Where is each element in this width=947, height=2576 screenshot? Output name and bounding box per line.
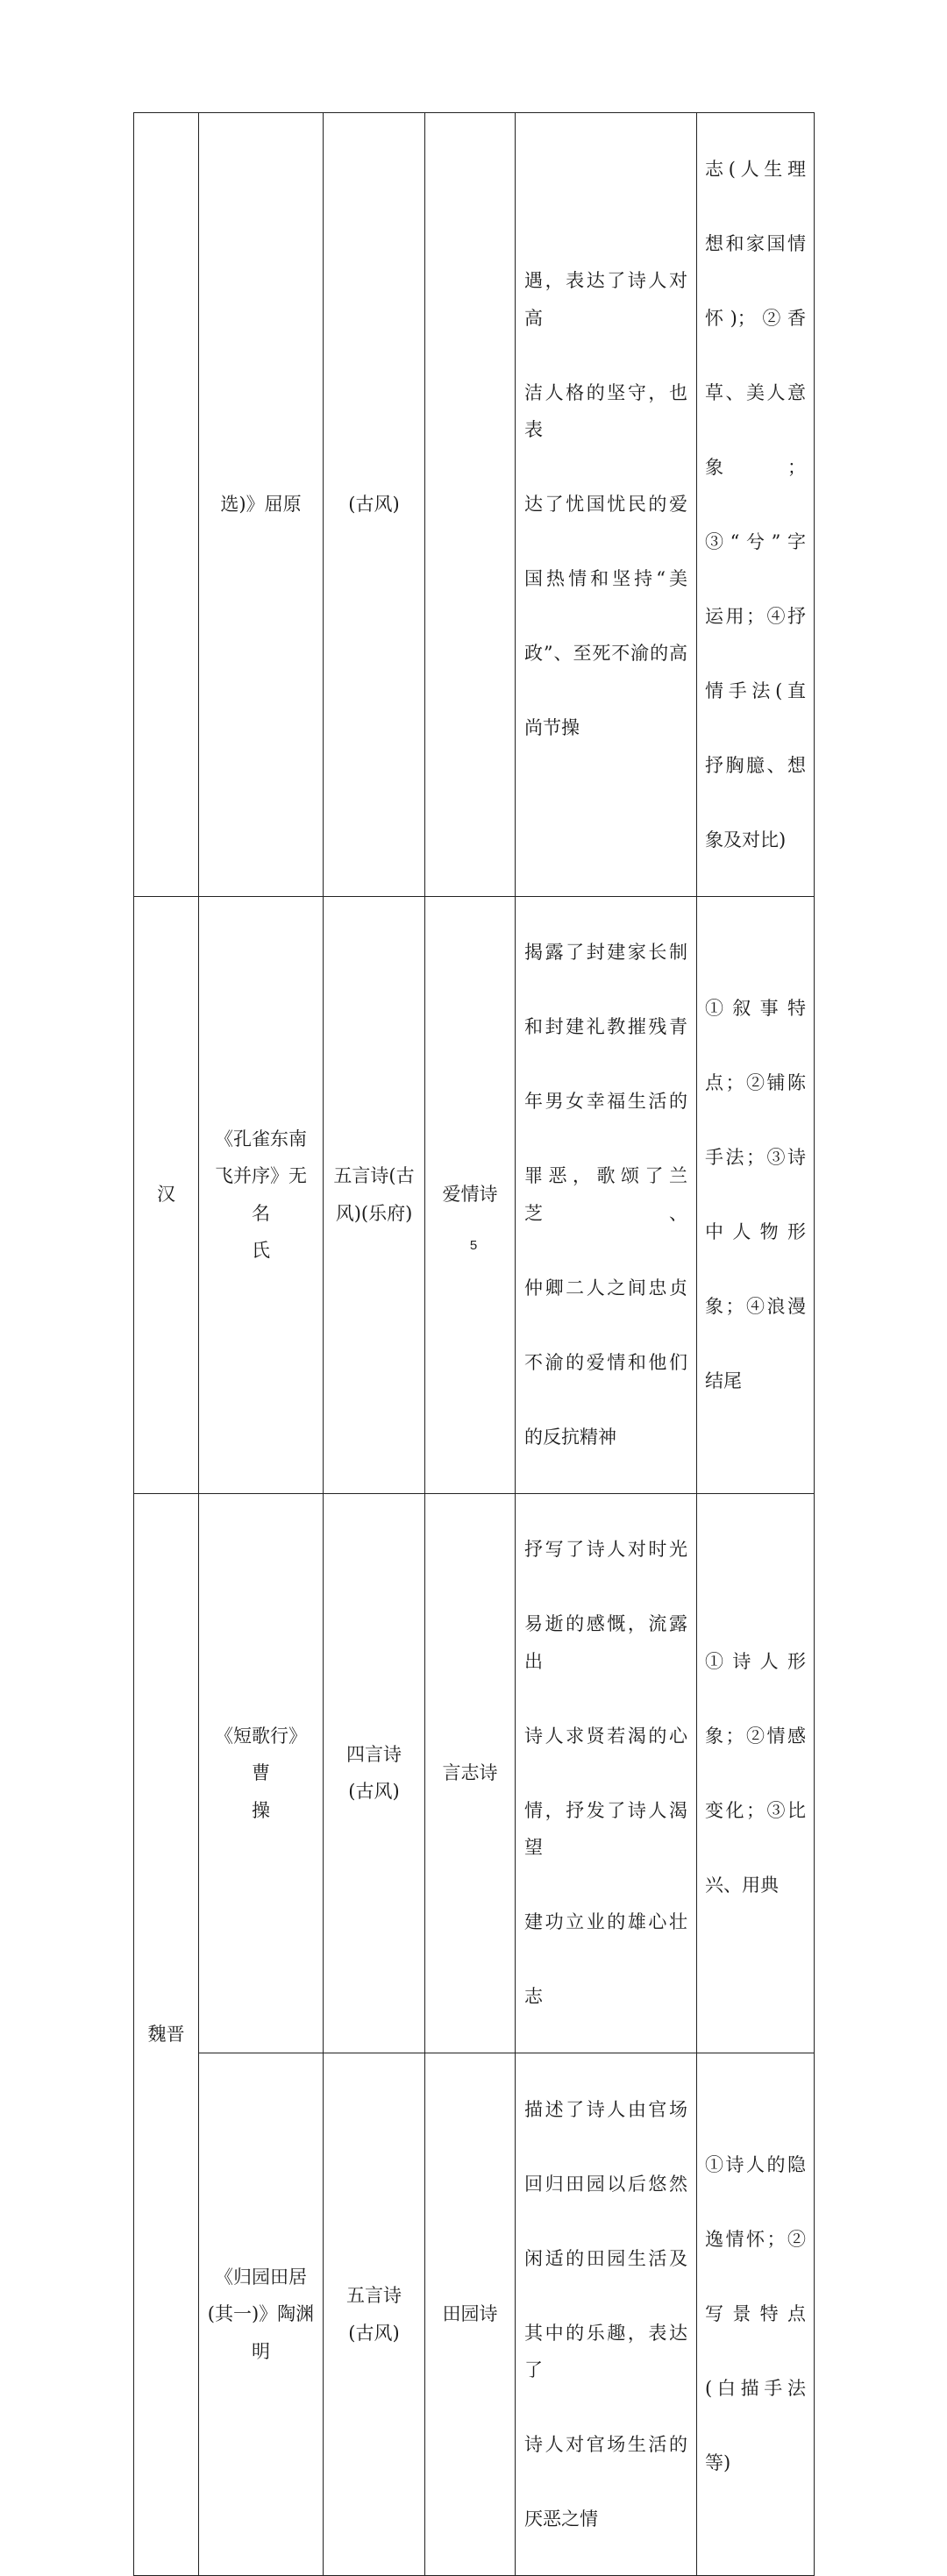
form-cell: (古风)	[324, 113, 425, 897]
theme-cell	[516, 896, 697, 1493]
theme-line: 诗人对官场生活的	[524, 2434, 687, 2455]
key-line: ①诗人形	[705, 1650, 806, 1672]
theme-line: 闲适的田园生活及	[524, 2247, 687, 2269]
theme-line: 描述了诗人由官场	[524, 2098, 687, 2120]
theme-cell	[516, 113, 697, 897]
key-line: 抒胸臆、想	[705, 754, 806, 776]
key-line: 草、美人意	[705, 381, 806, 403]
theme-line: 其中的乐趣，表达了	[524, 2322, 687, 2380]
key-line: 象 ；	[705, 456, 806, 478]
form-cell: 五言诗(古 风)(乐府)	[324, 896, 425, 1493]
table-row	[134, 113, 815, 897]
key-line: 志(人生理	[705, 158, 806, 180]
key-line: 想和家国情	[705, 232, 806, 254]
form-cell: 四言诗 (古风)	[324, 1493, 425, 2053]
type-cell: 言志诗	[425, 1493, 516, 2053]
theme-line: 揭露了封建家长制	[524, 942, 687, 963]
key-line: 等)	[705, 2452, 731, 2474]
theme-line: 抒写了诗人对时光	[524, 1539, 687, 1560]
key-line: 手法；③诗	[705, 1146, 806, 1168]
work-cell: 《短歌行》曹 操	[199, 1493, 324, 2053]
key-line: 怀)；②香	[705, 307, 806, 329]
theme-line: 的反抗精神	[524, 1426, 616, 1448]
theme-line: 回归田园以后悠然	[524, 2173, 687, 2195]
theme-line: 情，抒发了诗人渴望	[524, 1799, 687, 1858]
theme-line: 洁人格的坚守，也表	[524, 381, 687, 440]
key-line: (白描手法	[705, 2378, 806, 2400]
era-cell: 汉	[134, 896, 199, 1493]
type-cell: 爱情诗	[425, 896, 516, 1493]
theme-line: 建功立业的雄心壮	[524, 1911, 687, 1932]
theme-line: 罪恶，歌颂了兰芝、	[524, 1165, 687, 1224]
theme-cell	[516, 2053, 697, 2576]
theme-line: 志	[524, 1986, 543, 2007]
theme-line: 诗人求贤若渴的心	[524, 1725, 687, 1747]
theme-line: 年男女幸福生活的	[524, 1091, 687, 1112]
table-row	[134, 2053, 815, 2576]
key-line: 象；④浪漫	[705, 1295, 806, 1317]
key-line: 兴、用典	[705, 1874, 779, 1896]
theme-line: 和封建礼教摧残青	[524, 1016, 687, 1037]
key-line: 变化；③比	[705, 1799, 806, 1821]
table-row	[134, 1493, 815, 2053]
key-line: 结尾	[705, 1370, 742, 1391]
theme-line: 遇，表达了诗人对高	[524, 270, 687, 329]
theme-line: 国热情和坚持“美	[524, 568, 687, 589]
table-row	[134, 896, 815, 1493]
key-line: 情手法(直	[705, 680, 806, 701]
key-points-cell	[697, 2053, 815, 2576]
key-line: 中人物形	[705, 1220, 806, 1242]
poetry-table	[133, 112, 815, 2576]
key-points-cell	[697, 896, 815, 1493]
type-cell: 田园诗	[425, 2053, 516, 2576]
theme-cell	[516, 1493, 697, 2053]
key-line: ①叙事特	[705, 997, 806, 1019]
key-line: 写景特点	[705, 2303, 806, 2325]
key-line: 象及对比)	[705, 829, 787, 850]
key-line: 运用；④抒	[705, 605, 806, 627]
work-cell: 《归园田居 (其一)》陶渊 明	[199, 2053, 324, 2576]
theme-line: 不渝的爱情和他们	[524, 1351, 687, 1373]
type-cell	[425, 113, 516, 897]
work-cell: 选)》屈原	[199, 113, 324, 897]
work-cell: 《孔雀东南 飞并序》无名 氏	[199, 896, 324, 1493]
era-cell	[134, 113, 199, 897]
key-line: 点；②铺陈	[705, 1071, 806, 1093]
theme-line: 政”、至死不渝的高	[524, 643, 687, 664]
theme-line: 尚节操	[524, 717, 580, 738]
theme-line: 仲卿二人之间忠贞	[524, 1277, 687, 1299]
form-cell: 五言诗 (古风)	[324, 2053, 425, 2576]
page-number: 5	[469, 1238, 478, 1253]
era-cell: 魏晋	[134, 1493, 199, 2576]
theme-line: 达了忧国忧民的爱	[524, 494, 687, 515]
theme-line: 易逝的感慨，流露出	[524, 1613, 687, 1672]
theme-line: 厌恶之情	[524, 2508, 598, 2530]
key-line: 象；②情感	[705, 1725, 806, 1747]
key-line: ③“兮”字	[705, 530, 806, 552]
key-line: 逸情怀；②	[705, 2229, 806, 2251]
key-points-cell	[697, 1493, 815, 2053]
key-line: ①诗人的隐	[705, 2154, 806, 2176]
key-points-cell	[697, 113, 815, 897]
